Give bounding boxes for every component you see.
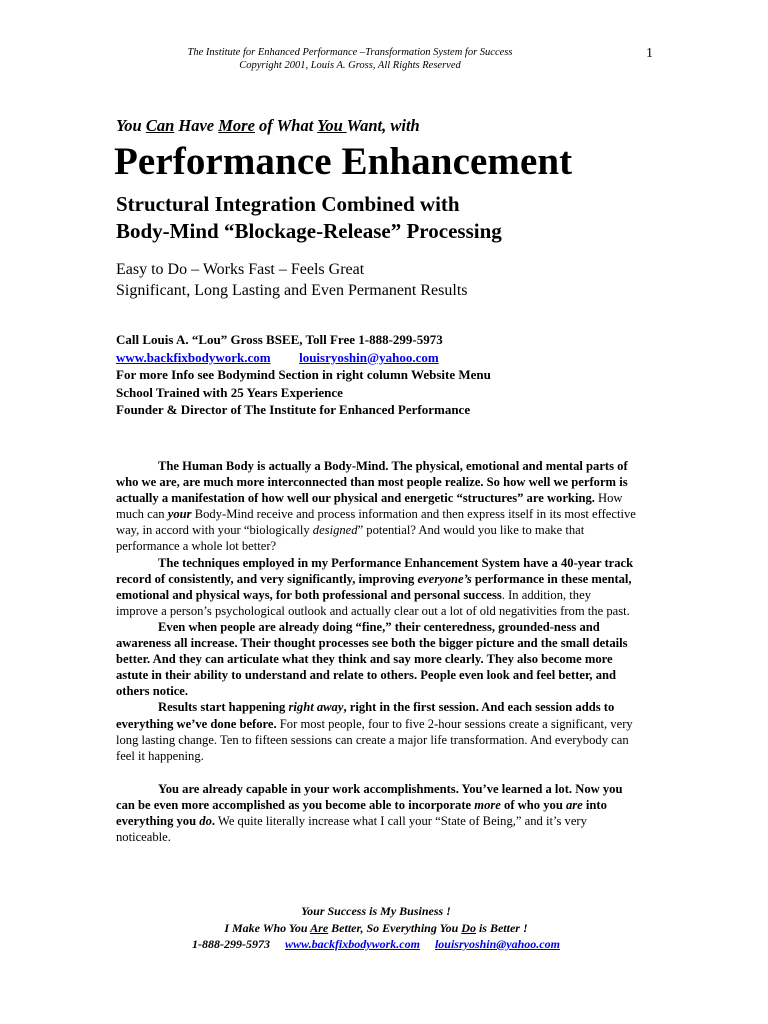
tagline-text: Want, with — [346, 116, 420, 135]
header-line-2: Copyright 2001, Louis A. Gross, All Rights Reserved — [239, 60, 461, 71]
footer-text: is Better ! — [475, 920, 528, 935]
paragraph-1-italic: designed — [312, 523, 358, 538]
paragraph-1-text: How much can — [116, 491, 623, 522]
benefits — [116, 259, 468, 301]
footer-website-link[interactable]: www.backfixbodywork.com — [285, 937, 420, 951]
contact-more-info: For more Info see Bodymind Section in right column Website Menu — [116, 367, 491, 382]
paragraph-4-bold: Results start happening — [158, 700, 289, 715]
tagline-underlined-can: Can — [145, 116, 175, 135]
paragraph-5 — [116, 781, 636, 845]
tagline-text: of What — [254, 116, 318, 135]
paragraph-1-emphasis: your — [167, 507, 192, 522]
footer-email-link[interactable]: louisryoshin@yahoo.com — [434, 937, 560, 951]
paragraph-4-text: For most people, four to five 2-hour sessions create a significant, very long lasting change. Ten to fifteen sessions can create a major life transformation. And everybody can feel it happening. — [116, 716, 633, 763]
paragraph-1-bold: The Human Body is actually a Body-Mind. The physical, emotional and mental parts of who we are, are much more interconnected than most people realize. So how well we perform is actually a manifestation of how well our physical and energetic “structures” are working. — [116, 459, 628, 506]
paragraph-5-emphasis: are — [565, 797, 583, 812]
paragraph-3 — [116, 619, 636, 699]
benefits-line-2: Significant, Long Lasting and Even Permanent Results — [116, 282, 468, 299]
paragraph-4-bold: , right in the first session. And each session adds to everything we’ve done before. — [116, 700, 615, 731]
page-title: Performance Enhancement — [114, 140, 573, 183]
paragraph-5-bold: of who you — [500, 797, 566, 812]
paragraph-2-text: . In addition, they improve a person’s psychological outlook and actually clear out a lot of old negativities from the past. — [116, 587, 630, 618]
contact-call: Call Louis A. “Lou” Gross BSEE, Toll Free 1-888-299-5973 — [116, 332, 443, 347]
paragraph-2-bold: The techniques employed in my Performance Enhancement System have a 40-year track record of consistently, and very significantly, improving — [116, 555, 634, 586]
benefits-line-1: Easy to Do – Works Fast – Feels Great — [116, 261, 365, 278]
paragraph-1-text: Body-Mind receive and process information and then express itself in its most effective way, in accord with your “biologically — [116, 507, 636, 538]
paragraph-1-text: ” potential? And would you like to make that performance a whole lot better? — [116, 523, 585, 554]
tagline-text: Have — [174, 116, 219, 135]
paragraph-5-text: We quite literally increase what I call your “State of Being,” and it’s very noticeable. — [116, 813, 587, 845]
footer-underlined-are: Are — [310, 920, 329, 935]
footer-line-2 — [116, 920, 636, 937]
paragraph-2 — [116, 555, 636, 619]
paragraph-5-emphasis: more — [474, 797, 501, 812]
footer-line-1: Your Success is My Business ! — [301, 904, 451, 918]
contact-founder: Founder & Director of The Institute for Enhanced Performance — [116, 402, 471, 417]
tagline-underlined-more: More — [218, 116, 255, 135]
paragraph-5-emphasis: do — [199, 813, 212, 828]
paragraph-4-emphasis: right away — [288, 700, 344, 715]
subtitle-line-2: Body-Mind “Blockage-Release” Processing — [116, 219, 502, 243]
contact-block — [116, 331, 491, 419]
paragraph-3-bold: Even when people are already doing “fine,” their centeredness, grounded-ness and awareness all increase. Their thought processes see both the bigger picture and the small details better. And they can articulate what they think and say more clearly. They also become more astute in their ability to understand and relate to others. People even look and feel better, and others notice. — [116, 619, 628, 699]
paragraph-4 — [116, 699, 636, 763]
header-line-1: The Institute for Enhanced Performance –Transformation System for Success — [187, 47, 513, 58]
tagline-underlined-you: You — [317, 116, 347, 135]
paragraph-2-emphasis: everyone’s — [417, 571, 472, 586]
footer — [116, 903, 636, 953]
paragraph-5-bold: You are already capable in your work accomplishments. You’ve learned a lot. Now you can be even more accomplished as you become able to incorporate — [116, 781, 623, 812]
paragraph-2-bold: performance in these mental, emotional and physical ways, for both professional and personal success — [116, 571, 632, 602]
paragraph-5-bold: into everything you — [116, 797, 607, 828]
subtitle-line-1: Structural Integration Combined with — [116, 192, 460, 216]
paragraph-1 — [116, 458, 636, 555]
footer-text: I Make Who You — [224, 920, 311, 935]
subtitle — [116, 191, 502, 245]
running-header — [150, 46, 550, 72]
footer-underlined-do: Do — [461, 920, 476, 935]
paragraph-5-bold: . — [211, 813, 216, 828]
tagline-text: You — [116, 116, 146, 135]
page-number: 1 — [646, 46, 653, 61]
contact-links — [116, 349, 491, 367]
tagline — [116, 116, 420, 136]
footer-phone: 1-888-299-5973 — [192, 937, 271, 951]
footer-line-3 — [116, 936, 636, 953]
footer-text: Better, So Everything You — [328, 920, 462, 935]
contact-experience: School Trained with 25 Years Experience — [116, 384, 343, 400]
body-text — [116, 458, 636, 845]
website-link[interactable]: www.backfixbodywork.com — [116, 349, 271, 365]
email-link[interactable]: louisryoshin@yahoo.com — [299, 349, 439, 365]
